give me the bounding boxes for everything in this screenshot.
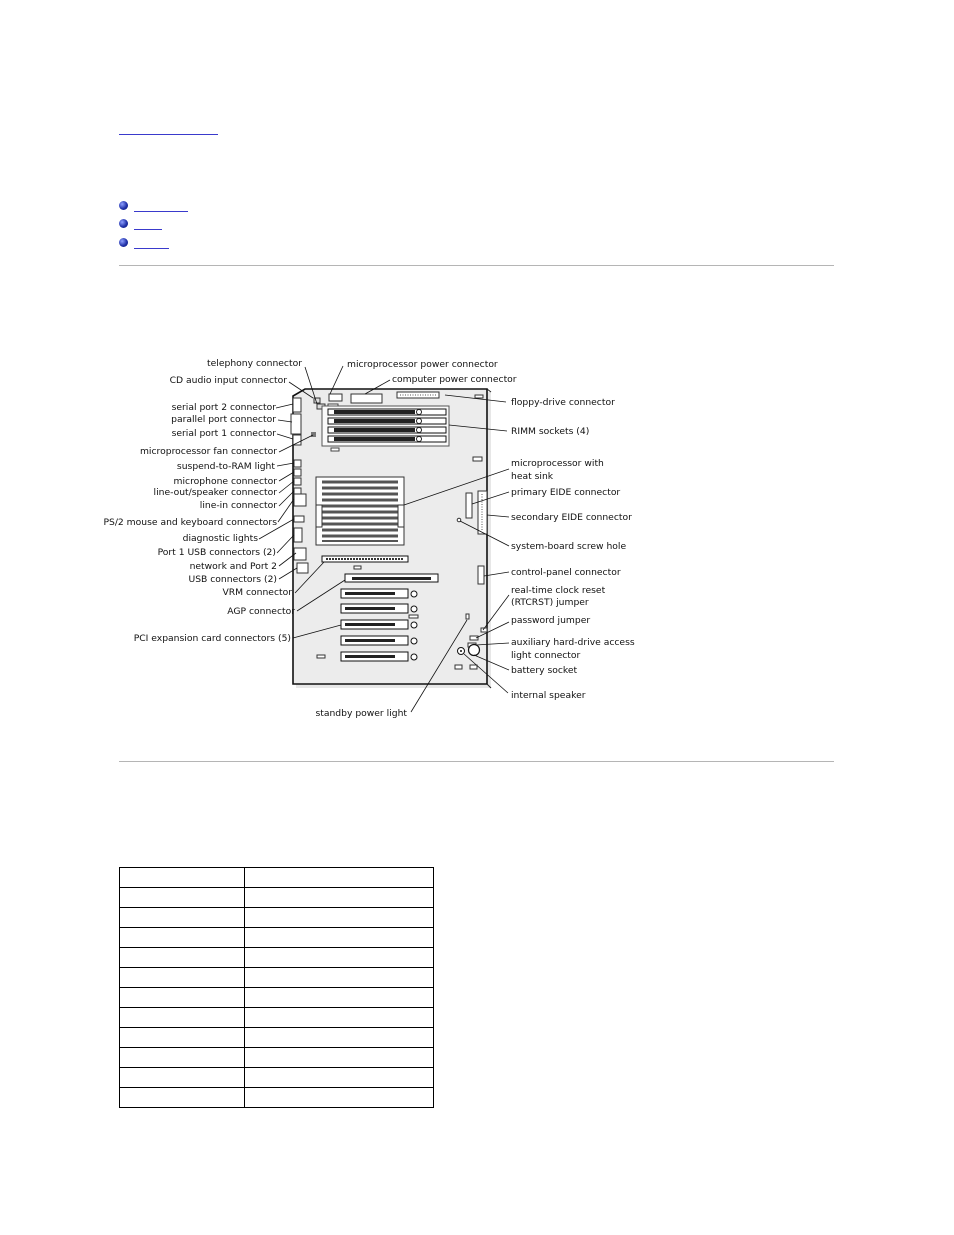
table-row xyxy=(120,868,434,888)
table-cell xyxy=(120,1068,245,1088)
label-rtc-2: (RTCRST) jumper xyxy=(511,597,589,608)
table-row xyxy=(120,908,434,928)
label-secondary-eide: secondary EIDE connector xyxy=(511,512,632,523)
table-cell xyxy=(245,948,434,968)
table-cell xyxy=(245,1028,434,1048)
parallel-port xyxy=(291,414,301,434)
table-row xyxy=(120,1028,434,1048)
label-rtc-1: real-time clock reset xyxy=(511,585,606,596)
table-cell xyxy=(120,948,245,968)
table-cell xyxy=(245,1088,434,1108)
label-agp: AGP connector xyxy=(227,606,295,617)
label-password: password jumper xyxy=(511,615,591,626)
table-row xyxy=(120,1008,434,1028)
table-cell xyxy=(120,968,245,988)
battery-socket xyxy=(469,645,480,656)
table-row xyxy=(120,988,434,1008)
label-aux-hd-1: auxiliary hard-drive access xyxy=(511,637,635,648)
label-parallel: parallel port connector xyxy=(171,414,276,425)
table-row xyxy=(120,1088,434,1108)
label-serial1: serial port 1 connector xyxy=(171,428,276,439)
label-cd-audio: CD audio input connector xyxy=(169,375,287,386)
table-cell xyxy=(245,968,434,988)
table-row xyxy=(120,928,434,948)
label-network: network and Port 2 xyxy=(189,561,277,572)
table-cell xyxy=(245,1048,434,1068)
table-row xyxy=(120,888,434,908)
label-microphone: microphone connector xyxy=(173,476,277,487)
label-speaker: internal speaker xyxy=(511,690,586,701)
label-cpu-power: microprocessor power connector xyxy=(347,359,498,370)
computer-power-connector xyxy=(351,394,382,403)
label-line-out: line-out/speaker connector xyxy=(153,487,277,498)
table-cell xyxy=(120,1028,245,1048)
table-row xyxy=(120,1048,434,1068)
table-cell xyxy=(120,908,245,928)
table-cell xyxy=(120,1008,245,1028)
table-cell xyxy=(245,908,434,928)
label-pci: PCI expansion card connectors (5) xyxy=(133,633,291,644)
label-line-in: line-in connector xyxy=(199,500,277,511)
label-aux-hd-2: light connector xyxy=(511,650,581,661)
label-comp-power: computer power connector xyxy=(392,374,517,385)
label-usb1: Port 1 USB connectors (2) xyxy=(157,547,276,558)
label-serial2: serial port 2 connector xyxy=(171,402,276,413)
cpu-power-connector xyxy=(329,394,342,401)
table-cell xyxy=(120,988,245,1008)
divider-bottom xyxy=(119,761,834,762)
standby-light xyxy=(466,614,469,619)
label-cpu-heatsink-2: heat sink xyxy=(511,471,554,482)
data-table xyxy=(119,867,434,1108)
table-cell xyxy=(245,1008,434,1028)
table-cell xyxy=(120,888,245,908)
label-vrm: VRM connector xyxy=(222,587,292,598)
label-suspend-ram: suspend-to-RAM light xyxy=(176,461,275,472)
label-screw-hole: system-board screw hole xyxy=(511,541,627,552)
label-diag: diagnostic lights xyxy=(182,533,258,544)
table-cell xyxy=(120,1088,245,1108)
label-usb2: USB connectors (2) xyxy=(188,574,277,585)
label-cpu-heatsink-1: microprocessor with xyxy=(511,458,604,469)
table-row xyxy=(120,968,434,988)
label-cpu-fan: microprocessor fan connector xyxy=(139,446,277,457)
label-battery: battery socket xyxy=(511,665,578,676)
label-rimm: RIMM sockets (4) xyxy=(511,426,590,437)
serial-port-1 xyxy=(293,435,301,445)
table-cell xyxy=(245,868,434,888)
table-cell xyxy=(120,928,245,948)
label-floppy: floppy-drive connector xyxy=(511,397,615,408)
primary-eide xyxy=(466,493,472,518)
cpu-heatsink xyxy=(316,477,404,545)
table-cell xyxy=(245,928,434,948)
control-panel-connector xyxy=(478,566,484,584)
table-cell xyxy=(245,1068,434,1088)
table-row xyxy=(120,948,434,968)
table-cell xyxy=(245,988,434,1008)
label-control-panel: control-panel connector xyxy=(511,567,621,578)
serial-port-2 xyxy=(293,398,301,412)
label-standby: standby power light xyxy=(315,708,407,719)
table-cell xyxy=(245,888,434,908)
label-telephony: telephony connector xyxy=(207,358,302,369)
label-ps2: PS/2 mouse and keyboard connectors xyxy=(103,517,277,528)
label-primary-eide: primary EIDE connector xyxy=(511,487,621,498)
table-cell xyxy=(120,1048,245,1068)
table-row xyxy=(120,1068,434,1088)
table-cell xyxy=(120,868,245,888)
